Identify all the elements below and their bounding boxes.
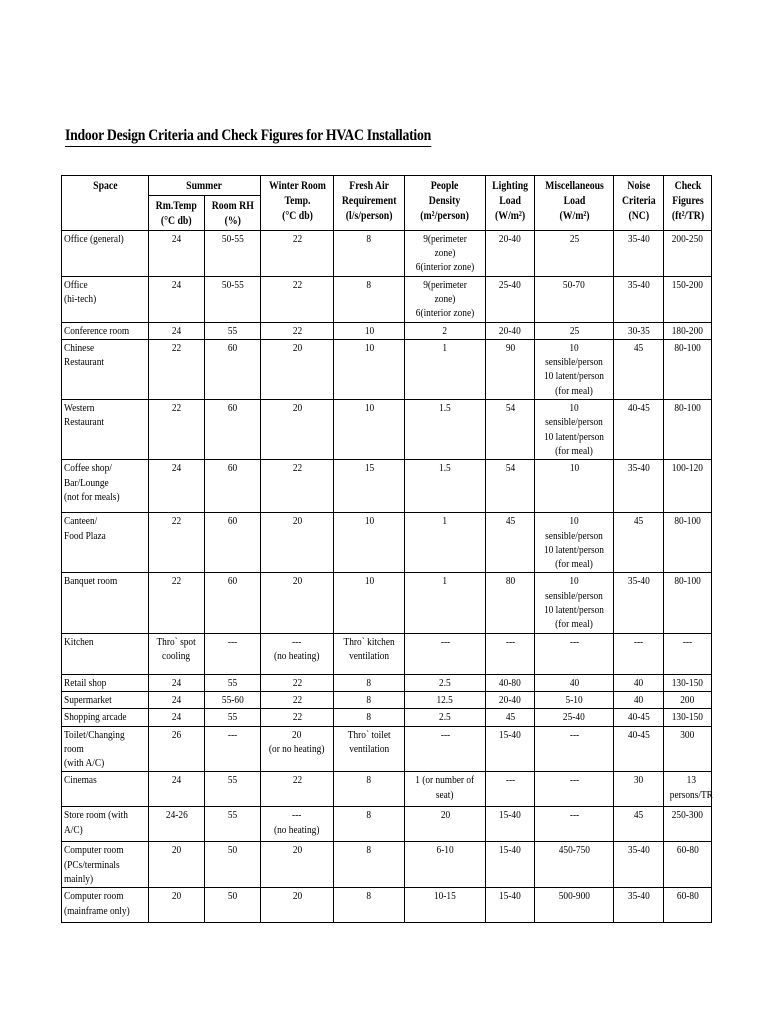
cell-noise-criteria: 35-40 xyxy=(614,276,664,322)
cell-room-rh: 55 xyxy=(205,709,261,726)
cell-check-figures: 60-80 xyxy=(664,888,712,923)
cell-fresh-air: 8 xyxy=(334,842,405,888)
table-row xyxy=(62,230,712,276)
cell-room-rh: 55-60 xyxy=(205,691,261,708)
cell-room-rh: 60 xyxy=(205,460,261,513)
table-row xyxy=(62,633,712,674)
cell-check-figures: 80-100 xyxy=(664,339,712,399)
cell-room-rh: 60 xyxy=(205,513,261,573)
cell-fresh-air: 8 xyxy=(334,709,405,726)
cell-noise-criteria: 40-45 xyxy=(614,709,664,726)
cell-winter-temp: 22 xyxy=(261,709,334,726)
cell-rm-temp: 24-26 xyxy=(149,807,205,842)
table-row xyxy=(62,322,712,339)
cell-lighting-load: 15-40 xyxy=(486,807,535,842)
cell-misc-load: 40 xyxy=(535,674,614,691)
header-space: Space xyxy=(62,176,149,231)
table-row xyxy=(62,276,712,322)
table-row xyxy=(62,888,712,923)
cell-fresh-air: 15 xyxy=(334,460,405,513)
cell-space: Chinese Restaurant xyxy=(62,339,149,399)
cell-misc-load: --- xyxy=(535,807,614,842)
cell-fresh-air: 10 xyxy=(334,339,405,399)
cell-noise-criteria: 30 xyxy=(614,772,664,807)
cell-check-figures: --- xyxy=(664,633,712,674)
cell-lighting-load: 40-80 xyxy=(486,674,535,691)
cell-misc-load: 10 sensible/person 10 latent/person (for meal) xyxy=(535,573,614,633)
cell-winter-temp: 20 xyxy=(261,573,334,633)
cell-rm-temp: 24 xyxy=(149,674,205,691)
cell-rm-temp: 22 xyxy=(149,400,205,460)
cell-winter-temp: 22 xyxy=(261,276,334,322)
cell-check-figures: 80-100 xyxy=(664,513,712,573)
header-summer: Summer xyxy=(149,176,261,196)
cell-fresh-air: 10 xyxy=(334,400,405,460)
cell-people-density: 1 xyxy=(405,513,486,573)
cell-room-rh: 55 xyxy=(205,674,261,691)
cell-rm-temp: 22 xyxy=(149,339,205,399)
cell-lighting-load: 45 xyxy=(486,709,535,726)
cell-check-figures: 180-200 xyxy=(664,322,712,339)
cell-room-rh: 55 xyxy=(205,772,261,807)
cell-people-density: 9(perimeter zone) 6(interior zone) xyxy=(405,230,486,276)
cell-misc-load: 25 xyxy=(535,230,614,276)
cell-noise-criteria: 45 xyxy=(614,339,664,399)
cell-fresh-air: 8 xyxy=(334,230,405,276)
cell-winter-temp: 22 xyxy=(261,772,334,807)
cell-fresh-air: Thro` toilet ventilation xyxy=(334,726,405,772)
cell-people-density: 9(perimeter zone) 6(interior zone) xyxy=(405,276,486,322)
cell-lighting-load: 25-40 xyxy=(486,276,535,322)
cell-people-density: 1 (or number of seat) xyxy=(405,772,486,807)
cell-lighting-load: 54 xyxy=(486,400,535,460)
cell-fresh-air: Thro` kitchen ventilation xyxy=(334,633,405,674)
cell-rm-temp: 22 xyxy=(149,513,205,573)
cell-misc-load: 25 xyxy=(535,322,614,339)
cell-rm-temp: 24 xyxy=(149,460,205,513)
cell-rm-temp: 24 xyxy=(149,322,205,339)
cell-winter-temp: 22 xyxy=(261,230,334,276)
cell-room-rh: --- xyxy=(205,633,261,674)
cell-people-density: 1 xyxy=(405,339,486,399)
cell-room-rh: 50 xyxy=(205,842,261,888)
cell-check-figures: 300 xyxy=(664,726,712,772)
cell-winter-temp: --- (no heating) xyxy=(261,633,334,674)
cell-people-density: 2 xyxy=(405,322,486,339)
cell-lighting-load: 20-40 xyxy=(486,230,535,276)
cell-noise-criteria: --- xyxy=(614,633,664,674)
table-row xyxy=(62,691,712,708)
cell-winter-temp: 20 xyxy=(261,842,334,888)
cell-people-density: 2.5 xyxy=(405,674,486,691)
header-fresh-air: Fresh Air Requirement (l/s/person) xyxy=(334,176,405,231)
cell-room-rh: 55 xyxy=(205,807,261,842)
cell-rm-temp: 26 xyxy=(149,726,205,772)
cell-people-density: 12.5 xyxy=(405,691,486,708)
cell-misc-load: 5-10 xyxy=(535,691,614,708)
cell-space: Supermarket xyxy=(62,691,149,708)
cell-fresh-air: 8 xyxy=(334,772,405,807)
document-title: Indoor Design Criteria and Check Figures for HVAC Installation xyxy=(65,127,431,147)
cell-rm-temp: Thro` spot cooling xyxy=(149,633,205,674)
cell-noise-criteria: 35-40 xyxy=(614,842,664,888)
table-row xyxy=(62,709,712,726)
cell-people-density: 1.5 xyxy=(405,460,486,513)
cell-room-rh: 55 xyxy=(205,322,261,339)
cell-lighting-load: 15-40 xyxy=(486,842,535,888)
cell-misc-load: 450-750 xyxy=(535,842,614,888)
cell-space: Office (general) xyxy=(62,230,149,276)
header-lighting-load: Lighting Load (W/m²) xyxy=(486,176,535,231)
cell-space: Western Restaurant xyxy=(62,400,149,460)
header-people-density: People Density (m²/person) xyxy=(405,176,486,231)
cell-winter-temp: 20 (or no heating) xyxy=(261,726,334,772)
cell-space: Retail shop xyxy=(62,674,149,691)
cell-check-figures: 60-80 xyxy=(664,842,712,888)
cell-check-figures: 200 xyxy=(664,691,712,708)
cell-space: Computer room (mainframe only) xyxy=(62,888,149,923)
table-row xyxy=(62,513,712,573)
cell-noise-criteria: 35-40 xyxy=(614,573,664,633)
cell-space: Conference room xyxy=(62,322,149,339)
cell-room-rh: 50 xyxy=(205,888,261,923)
table-row xyxy=(62,842,712,888)
table-row xyxy=(62,573,712,633)
cell-fresh-air: 10 xyxy=(334,573,405,633)
cell-space: Coffee shop/ Bar/Lounge (not for meals) xyxy=(62,460,149,513)
cell-noise-criteria: 35-40 xyxy=(614,460,664,513)
cell-rm-temp: 24 xyxy=(149,276,205,322)
cell-noise-criteria: 35-40 xyxy=(614,230,664,276)
cell-misc-load: --- xyxy=(535,772,614,807)
cell-lighting-load: 90 xyxy=(486,339,535,399)
cell-space: Banquet room xyxy=(62,573,149,633)
cell-check-figures: 80-100 xyxy=(664,573,712,633)
cell-people-density: 1 xyxy=(405,573,486,633)
cell-winter-temp: 22 xyxy=(261,691,334,708)
table-row xyxy=(62,460,712,513)
cell-fresh-air: 8 xyxy=(334,674,405,691)
cell-winter-temp: 20 xyxy=(261,339,334,399)
cell-room-rh: 60 xyxy=(205,400,261,460)
cell-room-rh: 60 xyxy=(205,339,261,399)
cell-fresh-air: 10 xyxy=(334,513,405,573)
cell-room-rh: --- xyxy=(205,726,261,772)
cell-space: Store room (with A/C) xyxy=(62,807,149,842)
table-row xyxy=(62,400,712,460)
header-check-figures: Check Figures (ft²/TR) xyxy=(664,176,712,231)
cell-winter-temp: 20 xyxy=(261,400,334,460)
cell-misc-load: 500-900 xyxy=(535,888,614,923)
table-row xyxy=(62,674,712,691)
cell-misc-load: 10 xyxy=(535,460,614,513)
cell-lighting-load: 15-40 xyxy=(486,888,535,923)
cell-noise-criteria: 40-45 xyxy=(614,400,664,460)
cell-misc-load: 50-70 xyxy=(535,276,614,322)
cell-fresh-air: 8 xyxy=(334,807,405,842)
cell-space: Shopping arcade xyxy=(62,709,149,726)
cell-people-density: 10-15 xyxy=(405,888,486,923)
cell-people-density: 6-10 xyxy=(405,842,486,888)
cell-lighting-load: 80 xyxy=(486,573,535,633)
cell-misc-load: --- xyxy=(535,726,614,772)
cell-rm-temp: 24 xyxy=(149,691,205,708)
cell-misc-load: 10 sensible/person 10 latent/person (for meal) xyxy=(535,513,614,573)
cell-room-rh: 50-55 xyxy=(205,276,261,322)
cell-people-density: 1.5 xyxy=(405,400,486,460)
cell-lighting-load: --- xyxy=(486,633,535,674)
cell-rm-temp: 22 xyxy=(149,573,205,633)
table-row xyxy=(62,807,712,842)
cell-noise-criteria: 40 xyxy=(614,674,664,691)
cell-lighting-load: 20-40 xyxy=(486,691,535,708)
table-row xyxy=(62,772,712,807)
cell-lighting-load: --- xyxy=(486,772,535,807)
cell-people-density: 2.5 xyxy=(405,709,486,726)
cell-winter-temp: 22 xyxy=(261,460,334,513)
cell-people-density: --- xyxy=(405,726,486,772)
cell-winter-temp: 20 xyxy=(261,888,334,923)
cell-rm-temp: 20 xyxy=(149,842,205,888)
cell-lighting-load: 54 xyxy=(486,460,535,513)
cell-lighting-load: 20-40 xyxy=(486,322,535,339)
cell-winter-temp: 20 xyxy=(261,513,334,573)
header-misc-load: Miscellaneous Load (W/m²) xyxy=(535,176,614,231)
cell-misc-load: 10 sensible/person 10 latent/person (for meal) xyxy=(535,400,614,460)
table-row xyxy=(62,339,712,399)
cell-fresh-air: 8 xyxy=(334,888,405,923)
cell-room-rh: 50-55 xyxy=(205,230,261,276)
cell-rm-temp: 24 xyxy=(149,230,205,276)
cell-noise-criteria: 40 xyxy=(614,691,664,708)
cell-lighting-load: 15-40 xyxy=(486,726,535,772)
cell-check-figures: 80-100 xyxy=(664,400,712,460)
cell-check-figures: 100-120 xyxy=(664,460,712,513)
cell-winter-temp: 22 xyxy=(261,322,334,339)
header-rm-temp: Rm.Temp (°C db) xyxy=(149,195,205,230)
cell-check-figures: 250-300 xyxy=(664,807,712,842)
cell-check-figures: 130-150 xyxy=(664,709,712,726)
cell-space: Computer room (PCs/terminals mainly) xyxy=(62,842,149,888)
cell-check-figures: 130-150 xyxy=(664,674,712,691)
header-winter-room-temp: Winter Room Temp. (°C db) xyxy=(261,176,334,231)
cell-noise-criteria: 30-35 xyxy=(614,322,664,339)
cell-check-figures: 150-200 xyxy=(664,276,712,322)
cell-space: Canteen/ Food Plaza xyxy=(62,513,149,573)
cell-check-figures: 13 persons/TR xyxy=(664,772,712,807)
cell-noise-criteria: 45 xyxy=(614,513,664,573)
cell-noise-criteria: 40-45 xyxy=(614,726,664,772)
cell-noise-criteria: 45 xyxy=(614,807,664,842)
cell-people-density: 20 xyxy=(405,807,486,842)
cell-fresh-air: 8 xyxy=(334,691,405,708)
hvac-design-table xyxy=(61,175,712,923)
cell-people-density: --- xyxy=(405,633,486,674)
cell-noise-criteria: 35-40 xyxy=(614,888,664,923)
cell-winter-temp: 22 xyxy=(261,674,334,691)
cell-lighting-load: 45 xyxy=(486,513,535,573)
table-body xyxy=(62,230,712,923)
cell-space: Cinemas xyxy=(62,772,149,807)
header-noise-criteria: Noise Criteria (NC) xyxy=(614,176,664,231)
table-row xyxy=(62,726,712,772)
cell-room-rh: 60 xyxy=(205,573,261,633)
cell-fresh-air: 8 xyxy=(334,276,405,322)
cell-check-figures: 200-250 xyxy=(664,230,712,276)
cell-misc-load: 25-40 xyxy=(535,709,614,726)
cell-rm-temp: 20 xyxy=(149,888,205,923)
cell-misc-load: --- xyxy=(535,633,614,674)
cell-fresh-air: 10 xyxy=(334,322,405,339)
cell-misc-load: 10 sensible/person 10 latent/person (for meal) xyxy=(535,339,614,399)
cell-winter-temp: --- (no heating) xyxy=(261,807,334,842)
cell-rm-temp: 24 xyxy=(149,709,205,726)
cell-rm-temp: 24 xyxy=(149,772,205,807)
cell-space: Toilet/Changing room (with A/C) xyxy=(62,726,149,772)
header-room-rh: Room RH (%) xyxy=(205,195,261,230)
cell-space: Kitchen xyxy=(62,633,149,674)
cell-space: Office (hi-tech) xyxy=(62,276,149,322)
